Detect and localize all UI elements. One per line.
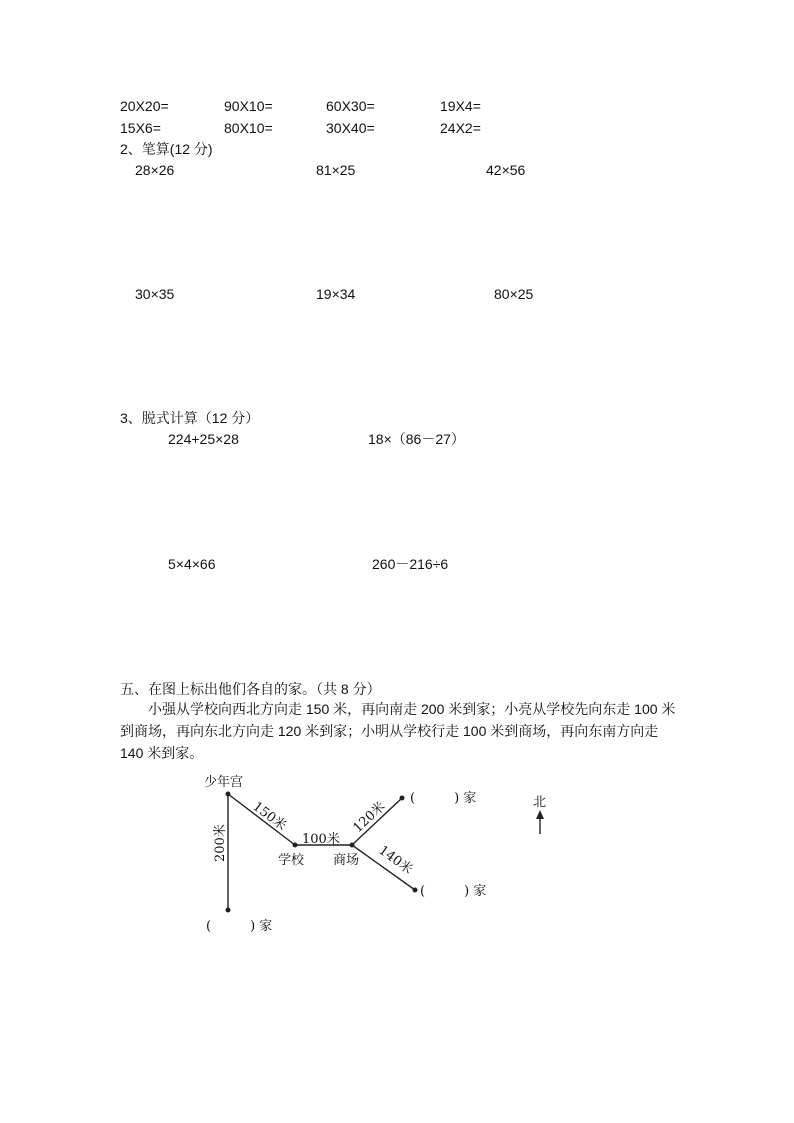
oral-item-1-4: 19X4= — [440, 98, 481, 114]
oral-item-2-4: 24X2= — [440, 120, 481, 136]
section3-item-2-2: 260－216÷6 — [372, 556, 449, 572]
section3-item-1-2: 18×（86－27） — [368, 431, 465, 447]
section2-item-1-1: 28×26 — [135, 162, 175, 178]
label-north: 北 — [533, 795, 547, 810]
point-home-se — [413, 888, 418, 893]
point-mall — [350, 843, 355, 848]
oral-item-2-1: 15X6= — [120, 120, 161, 136]
point-school — [293, 843, 298, 848]
section3-item-1-1: 224+25×28 — [168, 431, 239, 447]
oral-item-2-2: 80X10= — [224, 120, 273, 136]
oral-item-1-3: 60X30= — [326, 98, 375, 114]
oral-item-1-1: 20X20= — [120, 98, 169, 114]
label-dist-120: 120米 — [350, 799, 389, 836]
section5-title: 五、在图上标出他们各自的家。（共 8 分） — [120, 681, 381, 697]
section2-item-1-3: 42×56 — [486, 162, 526, 178]
label-dist-140: 140米 — [375, 843, 416, 878]
oral-item-2-3: 30X40= — [326, 120, 375, 136]
label-home-sw: ( ) 家 — [206, 919, 273, 934]
label-mall: 商场 — [333, 853, 360, 868]
label-home-se: ( ) 家 — [420, 884, 487, 899]
label-dist-100: 100米 — [302, 832, 340, 847]
label-dist-200: 200米 — [213, 824, 228, 862]
label-school: 学校 — [278, 853, 305, 868]
label-youth-palace: 少年宫 — [204, 775, 244, 790]
section2-item-1-2: 81×25 — [316, 162, 356, 178]
label-home-ne: ( ) 家 — [410, 791, 477, 806]
section3-item-2-1: 5×4×66 — [168, 556, 216, 572]
section2-item-2-3: 80×25 — [494, 286, 534, 302]
section2-item-2-1: 30×35 — [135, 286, 175, 302]
section2-item-2-2: 19×34 — [316, 286, 356, 302]
section3-title: 3、脱式计算（12 分） — [120, 410, 260, 426]
section2-title: 2、笔算(12 分) — [120, 141, 213, 157]
point-youth-palace — [226, 792, 231, 797]
section5-paragraph: 小强从学校向西北方向走 150 米，再向南走 200 米到家；小亮从学校先向东走 100 米到商场，再向东北方向走 120 米到家；小明从学校行走 100 米到商场，再向东南方向走 140 米到家。 — [120, 701, 676, 761]
point-home-ne — [400, 796, 405, 801]
point-home-sw — [226, 908, 231, 913]
north-arrow-icon — [536, 810, 544, 819]
label-dist-150: 150米 — [249, 799, 289, 834]
oral-item-1-2: 90X10= — [224, 98, 273, 114]
